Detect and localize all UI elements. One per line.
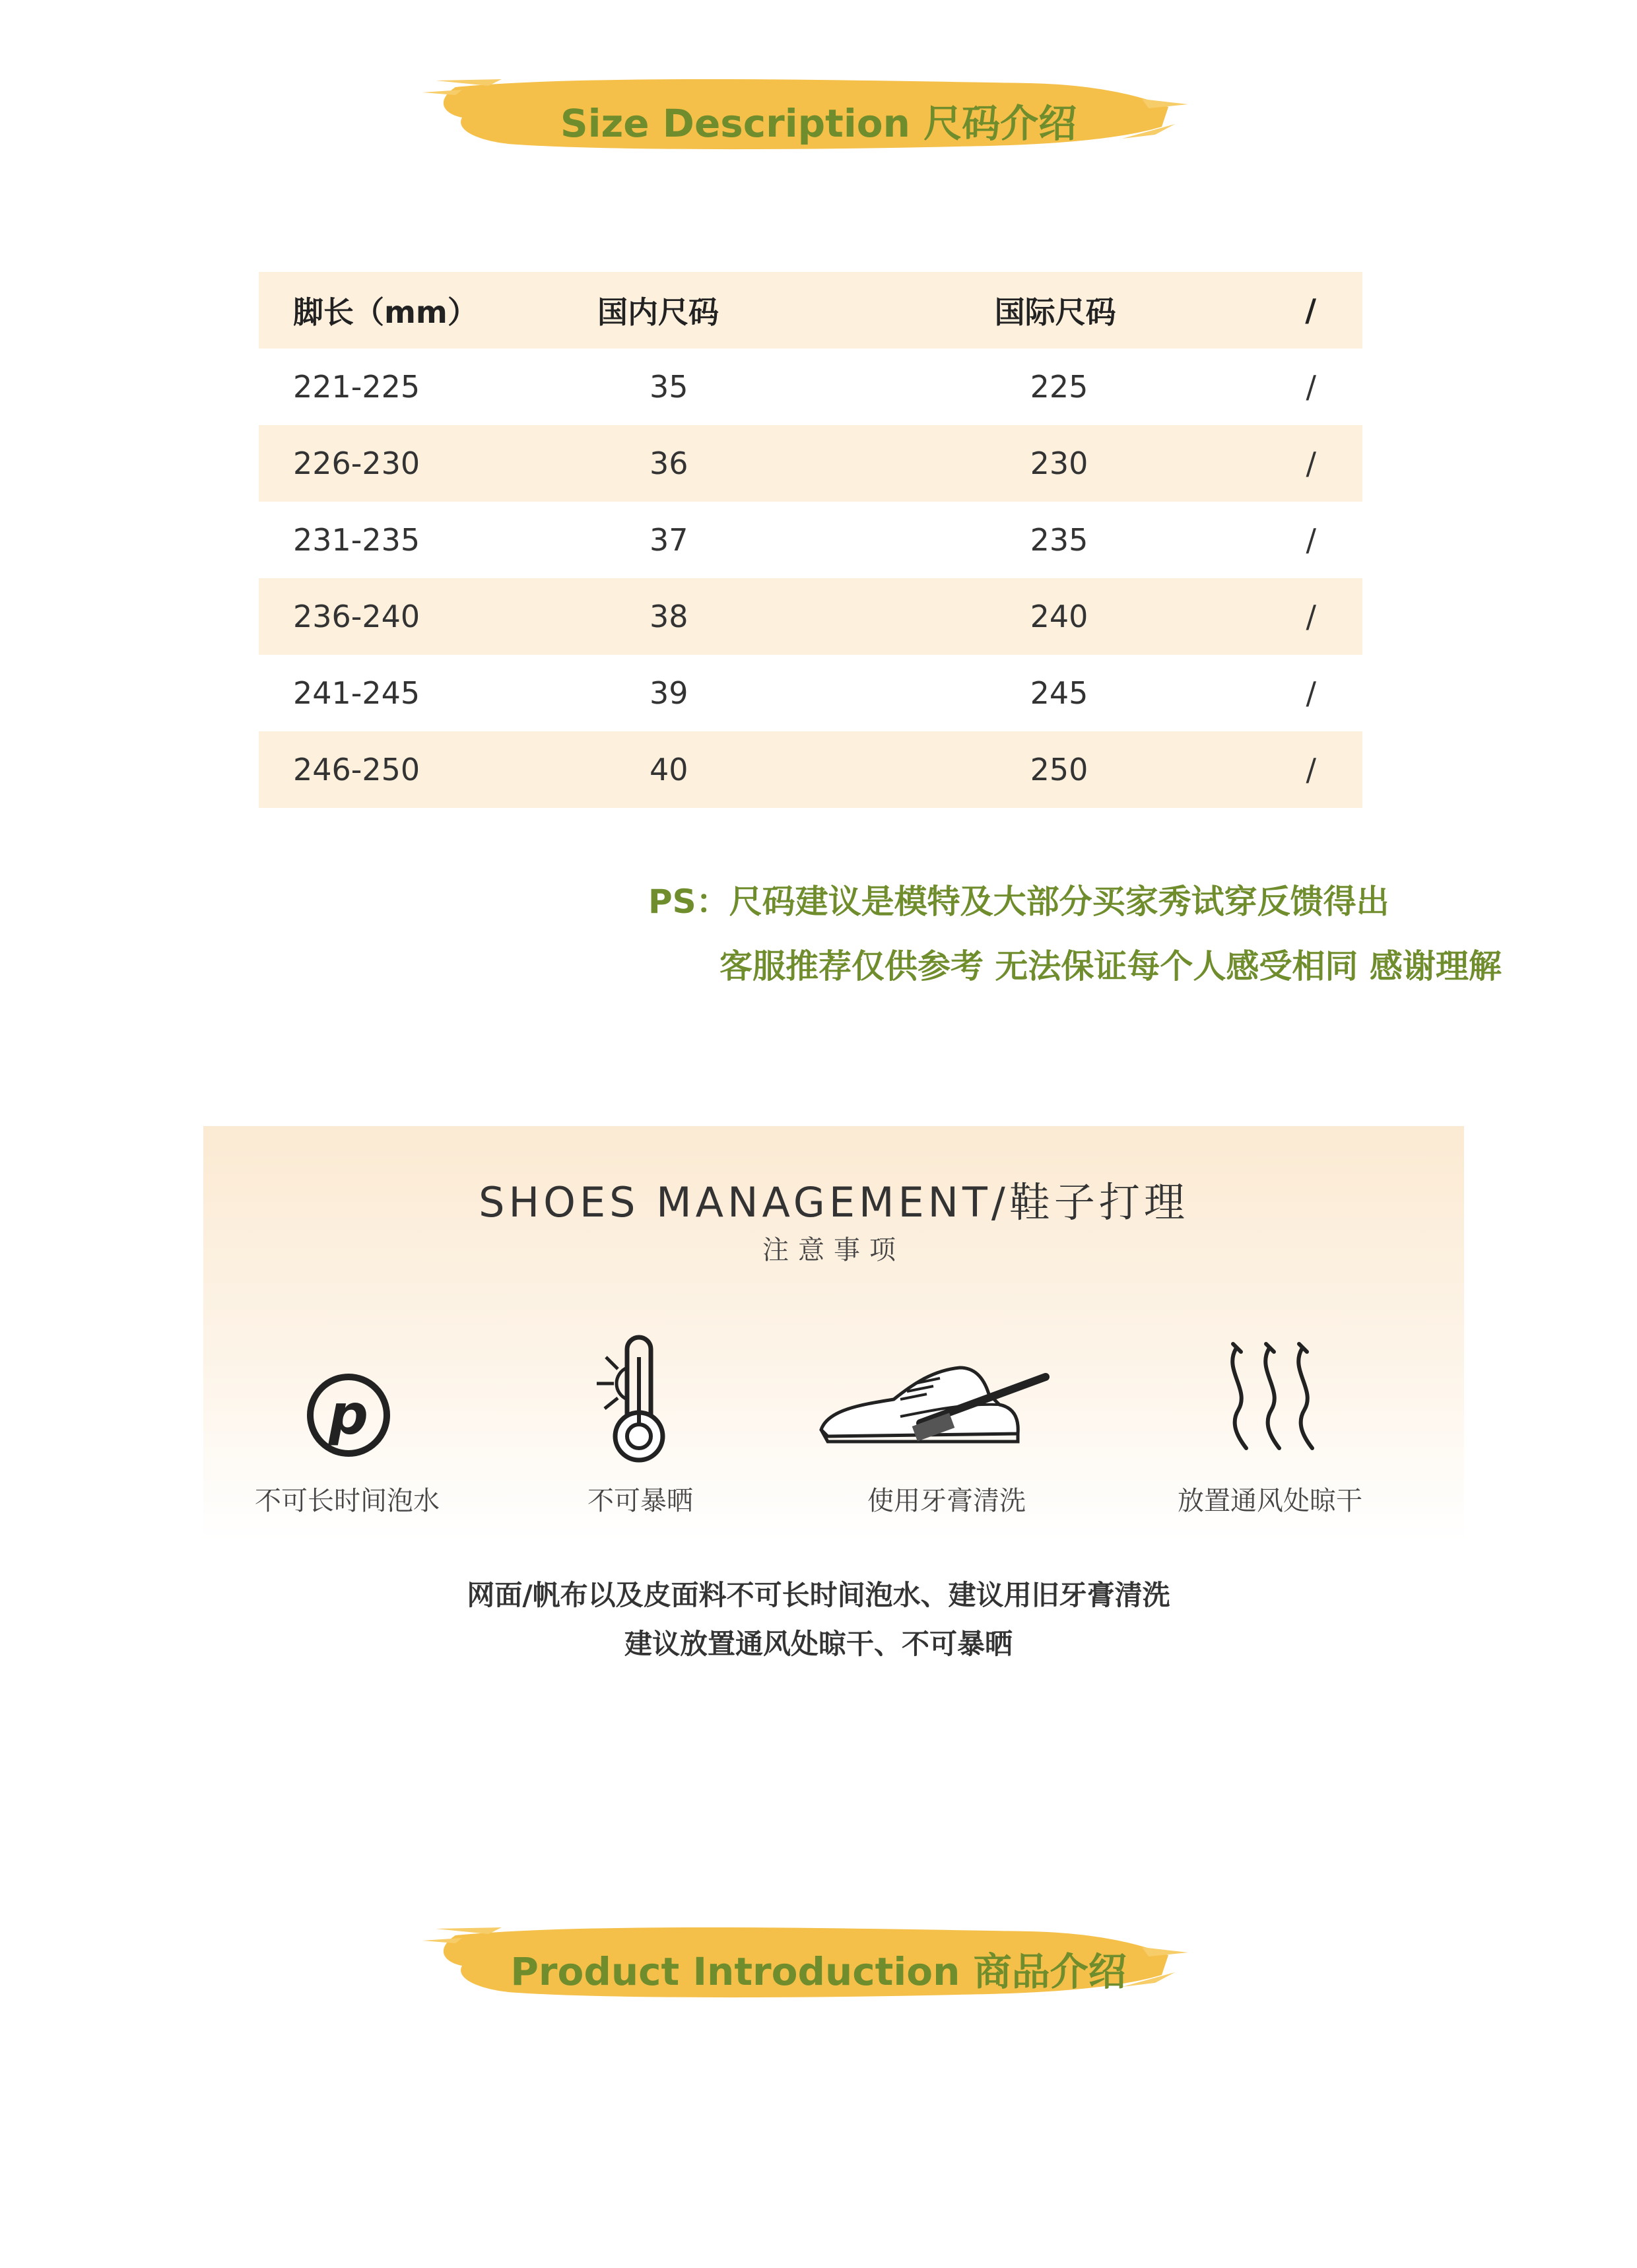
care-item-label: 使用牙膏清洗 [867,1486,1026,1516]
care-note-line-1: 网面/帆布以及皮面料不可长时间泡水、建议用旧牙膏清洗 [467,1579,1170,1611]
no-soak-icon [202,1331,492,1463]
slash-cell: / [1306,446,1316,481]
slash-cell: / [1306,675,1316,711]
international-size-cell: 240 [1030,599,1088,634]
slash-cell: / [1306,522,1316,558]
size-chart-table [259,272,1362,808]
table-header-row [259,272,1362,349]
header-domestic-size: 国内尺码 [597,294,719,330]
table-row [259,731,1362,808]
table-row [259,502,1362,578]
airflow-icon [1125,1331,1415,1463]
care-item-label: 放置通风处晾干 [1178,1486,1362,1516]
foot-length-cell: 241-245 [293,675,420,711]
care-item-no-soak [202,1331,492,1529]
care-item-toothpaste [801,1331,1092,1529]
svg-text:p: p [328,1382,369,1447]
domestic-size-cell: 40 [649,752,688,787]
care-item-airdry [1125,1331,1415,1529]
slash-cell: / [1306,752,1316,787]
domestic-size-cell: 35 [649,369,688,405]
shoe-brush-icon [801,1331,1092,1463]
care-item-no-sun [495,1331,785,1529]
international-size-cell: 245 [1030,675,1088,711]
size-note-line-1: PS：尺码建议是模特及大部分买家秀试穿反馈得出 [648,883,1389,921]
header-foot-length: 脚长（mm） [293,294,478,330]
header-slash: / [1305,292,1316,328]
table-row [259,349,1362,425]
foot-length-cell: 246-250 [293,752,420,787]
product-section-title: Product Introduction 商品介绍 [510,1949,1127,1994]
header-international-size: 国际尺码 [994,294,1116,330]
domestic-size-cell: 38 [649,599,688,634]
care-item-label: 不可暴晒 [587,1486,693,1516]
domestic-size-cell: 36 [649,446,688,481]
size-section-title: Size Description 尺码介绍 [560,101,1077,146]
foot-length-cell: 221-225 [293,369,420,405]
shoe-care-panel [203,1126,1464,1542]
international-size-cell: 250 [1030,752,1088,787]
domestic-size-cell: 37 [649,522,688,558]
foot-length-cell: 226-230 [293,446,420,481]
table-row [259,655,1362,731]
domestic-size-cell: 39 [649,675,688,711]
product-section-banner [0,1909,1637,2041]
slash-cell: / [1306,599,1316,634]
size-section-banner [0,61,1637,193]
care-title: SHOES MANAGEMENT/鞋子打理 [479,1178,1189,1226]
care-note-line-2: 建议放置通风处晾干、不可暴晒 [624,1628,1013,1660]
table-row [259,425,1362,502]
care-subtitle: 注意事项 [762,1235,905,1265]
international-size-cell: 225 [1030,369,1088,405]
care-item-label: 不可长时间泡水 [255,1486,440,1516]
international-size-cell: 230 [1030,446,1088,481]
slash-cell: / [1306,369,1316,405]
size-note-line-2: 客服推荐仅供参考 无法保证每个人感受相同 感谢理解 [719,947,1502,985]
foot-length-cell: 231-235 [293,522,420,558]
thermometer-sun-icon [495,1331,785,1463]
foot-length-cell: 236-240 [293,599,420,634]
table-row [259,578,1362,655]
international-size-cell: 235 [1030,522,1088,558]
